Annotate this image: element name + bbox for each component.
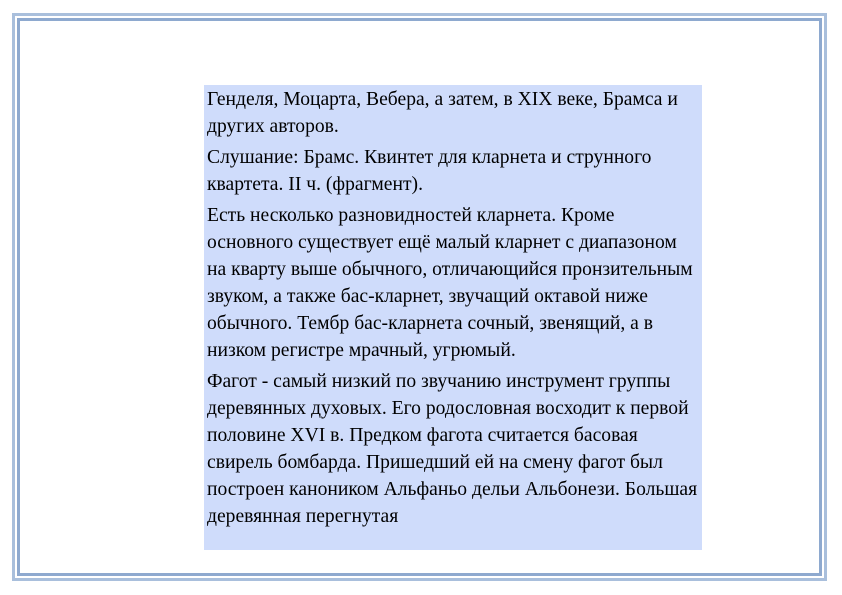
- paragraph-clarinet-varieties: Есть несколько разновидностей кларнета. Кроме основного существует ещё малый кларнет с диапазоном на кварту выше обычного, отличающийся пронзительным звуком, а также бас-кларнет, звучащий октавой ниже обычного. Тембр бас-кларнета сочный, звенящий, а в низком регистре мрачный, угрюмый.: [207, 205, 693, 361]
- text-block: [204, 85, 702, 550]
- paragraph-composers: Генделя, Моцарта, Вебера, а затем, в XIX веке, Брамса и других авторов.: [207, 89, 678, 137]
- paragraph-listening: Слушание: Брамс. Квинтет для кларнета и струнного квартета. II ч. (фрагмент).: [207, 147, 652, 195]
- paragraph-bassoon: Фагот - самый низкий по звучанию инструмент группы деревянных духовых. Его родословная восходит к первой половине XVI в. Предком фагота считается басовая свирель бомбарда. Пришедший ей на смену фагот был построен каноником Альфаньо дельи Альбонези. Большая деревянная перегнутая: [207, 371, 698, 527]
